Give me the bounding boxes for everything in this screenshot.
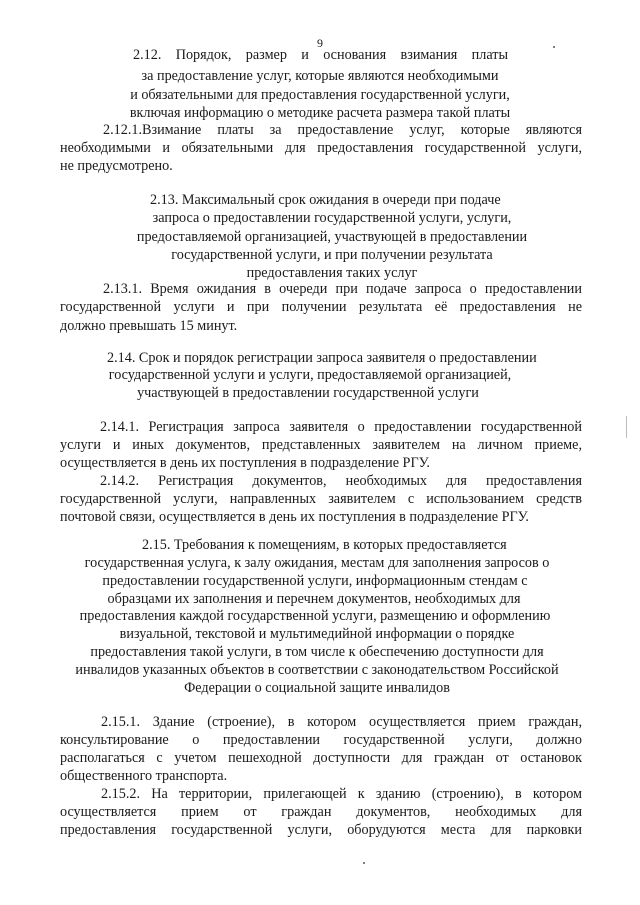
section-2-13-heading-line: запроса о предоставлении государственной услуги, услуги, bbox=[152, 210, 512, 226]
section-2-15-1-line: консультирование о предоставлении государственной услуги, должно bbox=[60, 732, 582, 748]
section-2-14-1-line: осуществляется в день их поступления в подразделение РГУ. bbox=[60, 455, 430, 471]
section-2-15-heading-line: образцами их заполнения и перечнем документов, необходимых для bbox=[107, 591, 521, 607]
section-2-14-1-line: услуги и иных документов, представленных заявителем на личном приеме, bbox=[60, 437, 582, 453]
section-2-15-2-line: предоставления государственной услуги, оборудуются места для парковки bbox=[60, 822, 582, 838]
section-2-15-heading-line: предоставления каждой государственной услуги, размещению и оформлению bbox=[79, 608, 551, 624]
section-2-12-heading-line: за предоставление услуг, которые являются необходимыми bbox=[141, 68, 499, 84]
section-2-15-heading-line: инвалидов указанных объектов в соответствии с законодательством Российской bbox=[75, 662, 559, 678]
section-2-15-2-line: 2.15.2. На территории, прилегающей к зданию (строению), в котором bbox=[101, 786, 582, 802]
section-2-15-1-line: 2.15.1. Здание (строение), в котором осуществляется прием граждан, bbox=[101, 714, 582, 730]
section-2-13-heading-line: государственной услуги, и при получении результата bbox=[171, 247, 493, 263]
section-2-15-heading-line: визуальной, текстовой и мультимедийной информации о порядке bbox=[119, 626, 515, 642]
scan-speck bbox=[553, 46, 555, 48]
section-2-14-2-line: 2.14.2. Регистрация документов, необходимых для предоставления bbox=[100, 473, 582, 489]
section-2-15-heading-line: 2.15. Требования к помещениям, в которых предоставляется bbox=[142, 537, 507, 553]
section-2-14-heading-line: 2.14. Срок и порядок регистрации запроса заявителя о предоставлении bbox=[107, 350, 537, 366]
section-2-13-1-line: государственной услуги и при получении результата её предоставления не bbox=[60, 299, 582, 315]
section-2-13-heading-line: 2.13. Максимальный срок ожидания в очереди при подаче bbox=[150, 192, 501, 208]
section-2-15-1-line: общественного транспорта. bbox=[60, 768, 228, 784]
section-2-14-heading-line: участвующей в предоставлении государственной услуги bbox=[137, 385, 479, 401]
section-2-14-1-line: 2.14.1. Регистрация запроса заявителя о предоставлении государственной bbox=[100, 419, 582, 435]
section-2-12-heading-line: и обязательными для предоставления государственной услуги, bbox=[130, 87, 510, 103]
section-2-15-heading-line: предоставления такой услуги, в том числе к обеспечению доступности для bbox=[90, 644, 544, 660]
section-2-15-heading-line: государственная услуга, к залу ожидания, местам для заполнения запросов о bbox=[84, 555, 550, 571]
section-2-15-heading-line: предоставлении государственной услуги, информационным стендам с bbox=[102, 573, 528, 589]
section-2-13-heading-line: предоставления таких услуг bbox=[246, 265, 418, 281]
section-2-14-2-line: почтовой связи, осуществляется в день их поступления в подразделение РГУ. bbox=[60, 509, 529, 525]
section-2-15-heading-line: Федерации о социальной защите инвалидов bbox=[184, 680, 450, 696]
scan-speck bbox=[626, 416, 627, 438]
section-2-14-heading-line: государственной услуги и услуги, предоставляемой организацией, bbox=[108, 367, 512, 383]
section-2-15-1-line: располагаться с учетом пешеходной доступности для граждан от остановок bbox=[60, 750, 582, 766]
section-2-14-2-line: государственной услуги, направленных заявителем с использованием средств bbox=[60, 491, 582, 507]
section-2-12-heading-line: включая информацию о методике расчета размера такой платы bbox=[129, 105, 511, 121]
section-2-12-1-line: необходимыми и обязательными для предоставления государственной услуги, bbox=[60, 140, 582, 156]
section-2-12-1-line: не предусмотрено. bbox=[60, 158, 173, 174]
scan-speck bbox=[363, 862, 365, 864]
page-number: 9 bbox=[317, 36, 323, 50]
section-2-12-heading-line: 2.12. Порядок, размер и основания взимания платы bbox=[133, 47, 508, 63]
section-2-13-1-line: 2.13.1. Время ожидания в очереди при подаче запроса о предоставлении bbox=[103, 281, 582, 297]
section-2-15-2-line: осуществляется прием от граждан документов, необходимых для bbox=[60, 804, 582, 820]
section-2-13-1-line: должно превышать 15 минут. bbox=[60, 318, 238, 334]
section-2-12-1-line: 2.12.1.Взимание платы за предоставление услуг, которые являются bbox=[103, 122, 582, 138]
section-2-13-heading-line: предоставляемой организацией, участвующей в предоставлении bbox=[136, 229, 528, 245]
